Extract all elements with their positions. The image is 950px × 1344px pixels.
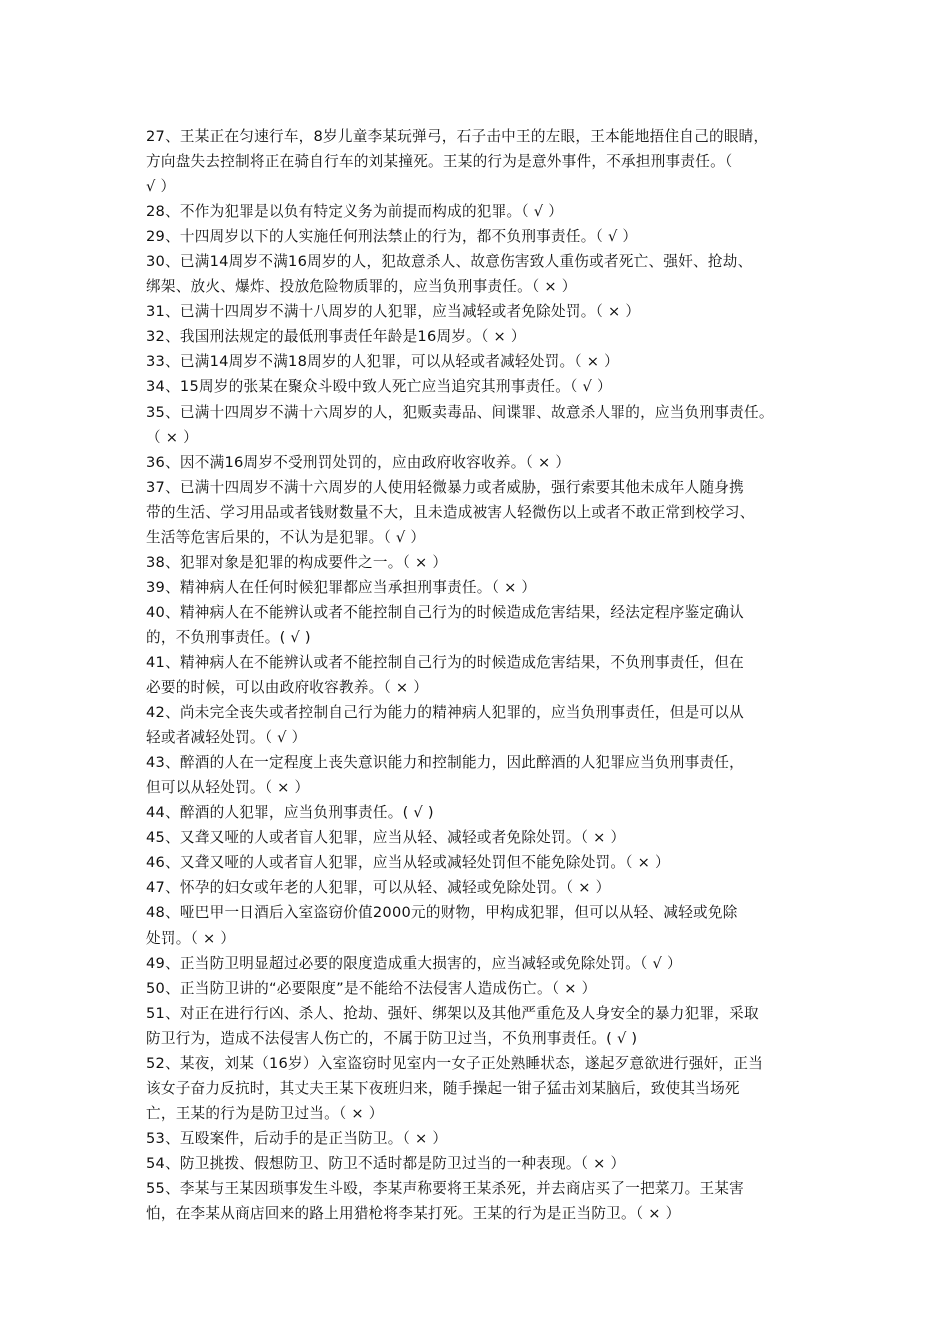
- text-line: 33、已满14周岁不满18周岁的人犯罪，可以从轻或者减轻处罚。（ × ）: [146, 353, 619, 371]
- text-line: 带的生活、学习用品或者钱财数量不大，且未造成被害人轻微伤以上或者不敢正常到校学习、: [146, 503, 755, 521]
- text-line: 40、精神病人在不能辨认或者不能控制自己行为的时候造成危害结果，经法定程序鉴定确认: [146, 603, 744, 621]
- text-line: 50、正当防卫讲的“必要限度”是不能给不法侵害人造成伤亡。（ × ）: [146, 979, 597, 997]
- text-line: 怕，在李某从商店回来的路上用猎枪将李某打死。王某的行为是正当防卫。（ × ）: [146, 1205, 681, 1223]
- document-page: [146, 124, 818, 1251]
- text-line: 44、醉酒的人犯罪，应当负刑事责任。( √ ): [146, 804, 434, 822]
- text-line: 27、王某正在匀速行车，8岁儿童李某玩弹弓，石子击中王的左眼，王本能地捂住自己的眼睛，: [146, 128, 769, 145]
- text-line: 53、互殴案件，后动手的是正当防卫。（ × ）: [146, 1129, 448, 1147]
- text-line: 42、尚未完全丧失或者控制自己行为能力的精神病人犯罪的，应当负刑事责任，但是可以从: [146, 704, 744, 722]
- text-line: 的，不负刑事责任。( √ ): [146, 628, 311, 646]
- text-line: 38、犯罪对象是犯罪的构成要件之一。（ × ）: [146, 553, 448, 571]
- text-line: 55、李某与王某因琐事发生斗殴，李某声称要将王某杀死，并去商店买了一把菜刀。王某害: [146, 1179, 744, 1197]
- text-line: 31、已满十四周岁不满十八周岁的人犯罪，应当减轻或者免除处罚。（ × ）: [146, 303, 641, 321]
- text-line: （ × ）: [146, 428, 198, 446]
- text-line: 47、怀孕的妇女或年老的人犯罪，可以从轻、减轻或免除处罚。（ × ）: [146, 879, 611, 897]
- text-line: 防卫行为，造成不法侵害人伤亡的，不属于防卫过当，不负刑事责任。( √ ): [146, 1029, 638, 1047]
- text-line: 48、哑巴甲一日酒后入室盗窃价值2000元的财物，甲构成犯罪，但可以从轻、减轻或免除: [146, 904, 738, 922]
- text-line: 绑架、放火、爆炸、投放危险物质罪的，应当负刑事责任。（ × ）: [146, 278, 577, 296]
- text-line: 37、已满十四周岁不满十六周岁的人使用轻微暴力或者威胁，强行索要其他未成年人随身携: [146, 478, 744, 496]
- text-line: 52、某夜，刘某（16岁）入室盗窃时见室内一女子正处熟睡状态，遂起歹意欲进行强奸，正当: [146, 1054, 764, 1072]
- text-line: 轻或者减轻处罚。（ √ ）: [146, 729, 307, 747]
- text-line: 方向盘失去控制将正在骑自行车的刘某撞死。王某的行为是意外事件，不承担刑事责任。（: [146, 153, 733, 171]
- text-line: √ ）: [146, 178, 176, 196]
- text-line: 39、精神病人在任何时候犯罪都应当承担刑事责任。（ × ）: [146, 578, 537, 596]
- text-line: 29、十四周岁以下的人实施任何刑法禁止的行为，都不负刑事责任。（ √ ）: [146, 228, 638, 246]
- text-line: 32、我国刑法规定的最低刑事责任年龄是16周岁。（ × ）: [146, 328, 526, 346]
- text-line: 30、已满14周岁不满16周岁的人，犯故意杀人、故意伤害致人重伤或者死亡、强奸、抢劫、: [146, 253, 753, 271]
- text-line: 但可以从轻处罚。（ × ）: [146, 779, 310, 797]
- text-line: 处罚。（ × ）: [146, 929, 236, 947]
- text-line: 36、因不满16周岁不受刑罚处罚的，应由政府收容收养。（ × ）: [146, 453, 571, 471]
- text-line: 生活等危害后果的，不认为是犯罪。（ √ ）: [146, 528, 426, 546]
- text-line: 45、又聋又哑的人或者盲人犯罪，应当从轻、减轻或者免除处罚。（ × ）: [146, 829, 626, 847]
- text-line: 41、精神病人在不能辨认或者不能控制自己行为的时候造成危害结果，不负刑事责任，但在: [146, 653, 744, 671]
- text-line: 必要的时候，可以由政府收容教养。（ × ）: [146, 679, 429, 697]
- text-line: 51、对正在进行行凶、杀人、抢劫、强奸、绑架以及其他严重危及人身安全的暴力犯罪，采取: [146, 1004, 759, 1022]
- text-line: 35、已满十四周岁不满十六周岁的人，犯贩卖毒品、间谍罪、故意杀人罪的，应当负刑事责任。: [146, 403, 774, 421]
- text-line: 该女子奋力反抗时，其丈夫王某下夜班归来，随手操起一钳子猛击刘某脑后，致使其当场死: [146, 1079, 740, 1097]
- text-line: 34、15周岁的张某在聚众斗殴中致人死亡应当追究其刑事责任。（ √ ）: [146, 378, 612, 396]
- text-line: 46、又聋又哑的人或者盲人犯罪，应当从轻或减轻处罚但不能免除处罚。（ × ）: [146, 854, 670, 872]
- text-line: 亡，王某的行为是防卫过当。（ × ）: [146, 1104, 384, 1122]
- text-line: 28、不作为犯罪是以负有特定义务为前提而构成的犯罪。（ √ ）: [146, 203, 564, 221]
- text-line: 54、防卫挑拨、假想防卫、防卫不适时都是防卫过当的一种表现。（ × ）: [146, 1154, 626, 1172]
- text-line: 43、醉酒的人在一定程度上丧失意识能力和控制能力，因此醉酒的人犯罪应当负刑事责任，: [146, 754, 744, 772]
- text-line: [146, 1226, 818, 1251]
- text-line: 49、正当防卫明显超过必要的限度造成重大损害的，应当减轻或免除处罚。（ √ ）: [146, 954, 682, 972]
